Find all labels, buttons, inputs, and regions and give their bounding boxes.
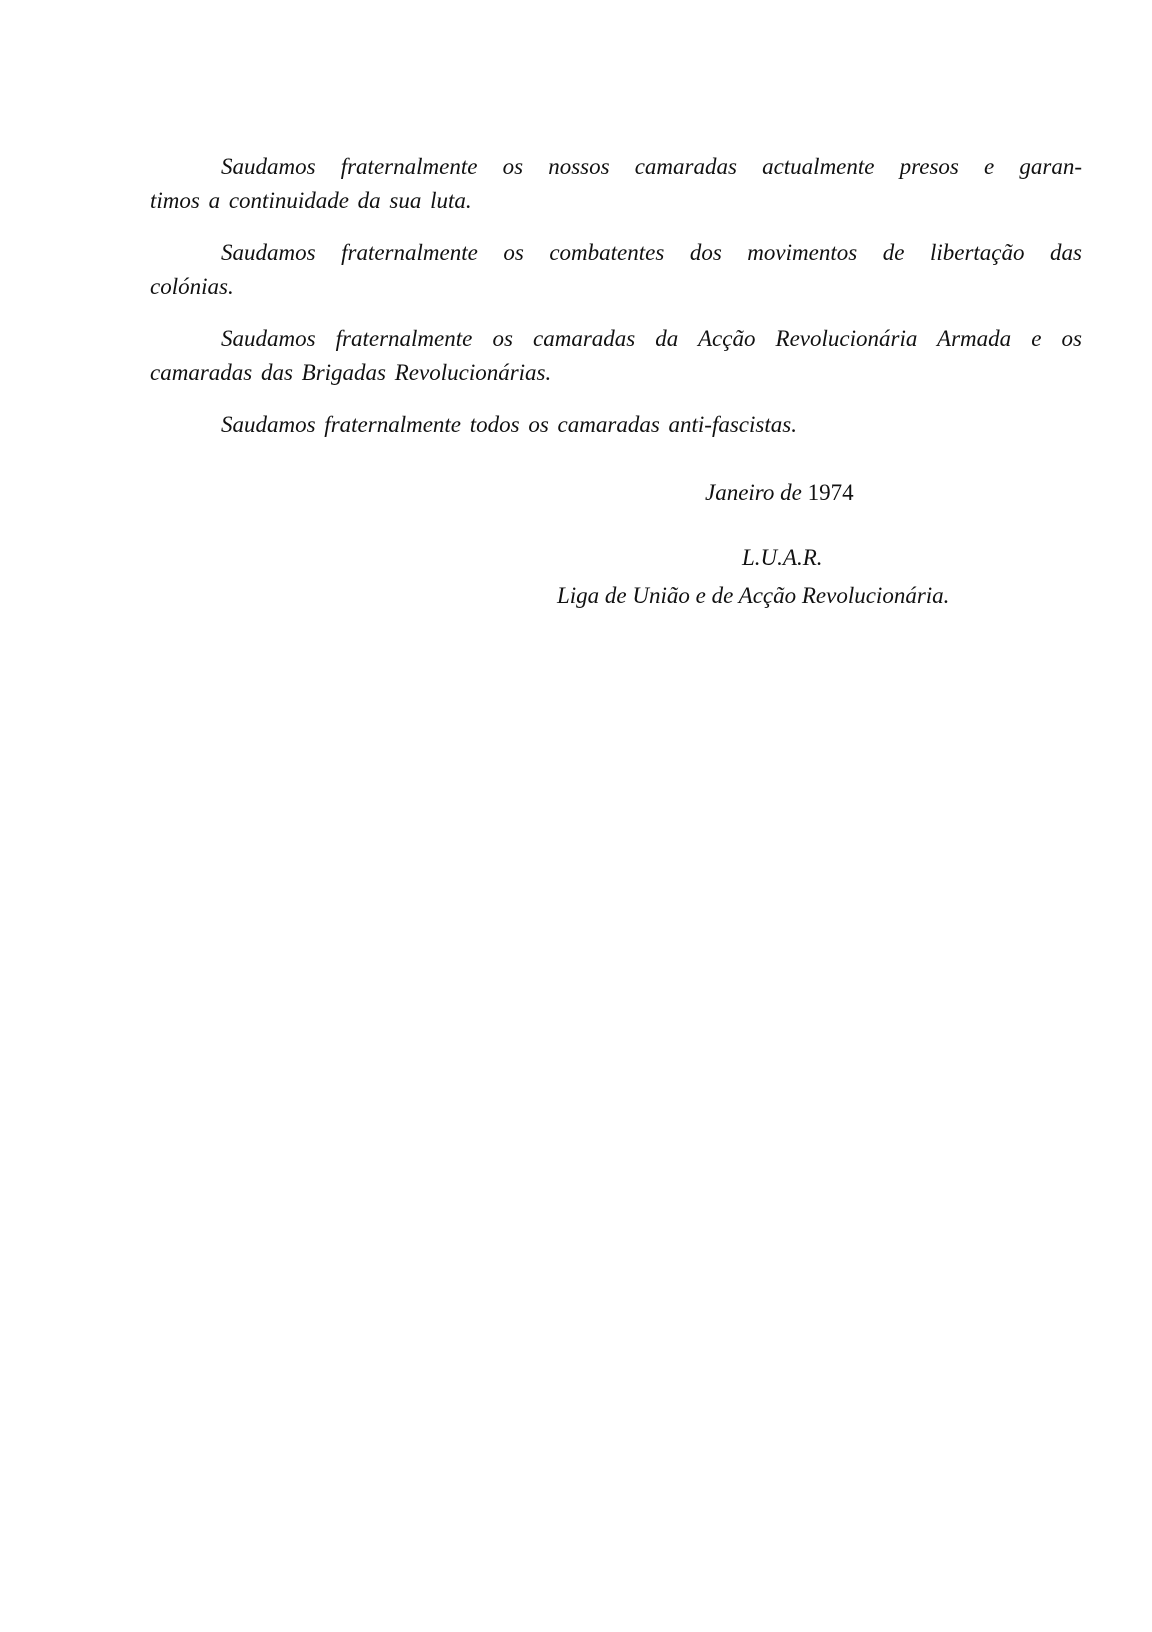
paragraph-line: Saudamos fraternalmente os camaradas da Acção Revolucionária Armada e os	[221, 326, 1082, 351]
paragraph-greeting-liberation-movements	[150, 236, 1082, 304]
paragraph-line: Saudamos fraternalmente todos os camaradas anti-fascistas.	[221, 412, 797, 437]
paragraph-line: colónias.	[150, 274, 234, 299]
signature-acronym: L.U.A.R.	[742, 545, 823, 570]
date-text: Janeiro de	[705, 480, 802, 505]
paragraph-line: camaradas das Brigadas Revolucionárias.	[150, 360, 552, 385]
document-date	[705, 480, 854, 506]
date-year: 1974	[807, 480, 854, 505]
paragraph-greeting-ara-brigades	[150, 322, 1082, 390]
paragraph-line: Saudamos fraternalmente os combatentes dos movimentos de libertação das	[221, 240, 1082, 265]
paragraph-line: timos a continuidade da sua luta.	[150, 188, 472, 213]
paragraph-greeting-antifascists	[150, 408, 1082, 442]
signature-full-name: Liga de União e de Acção Revolucionária.	[557, 583, 950, 608]
paragraph-greeting-prisoners	[150, 150, 1082, 218]
document-body	[150, 150, 1082, 460]
paragraph-line: Saudamos fraternalmente os nossos camaradas actualmente presos e garan-	[221, 154, 1082, 179]
